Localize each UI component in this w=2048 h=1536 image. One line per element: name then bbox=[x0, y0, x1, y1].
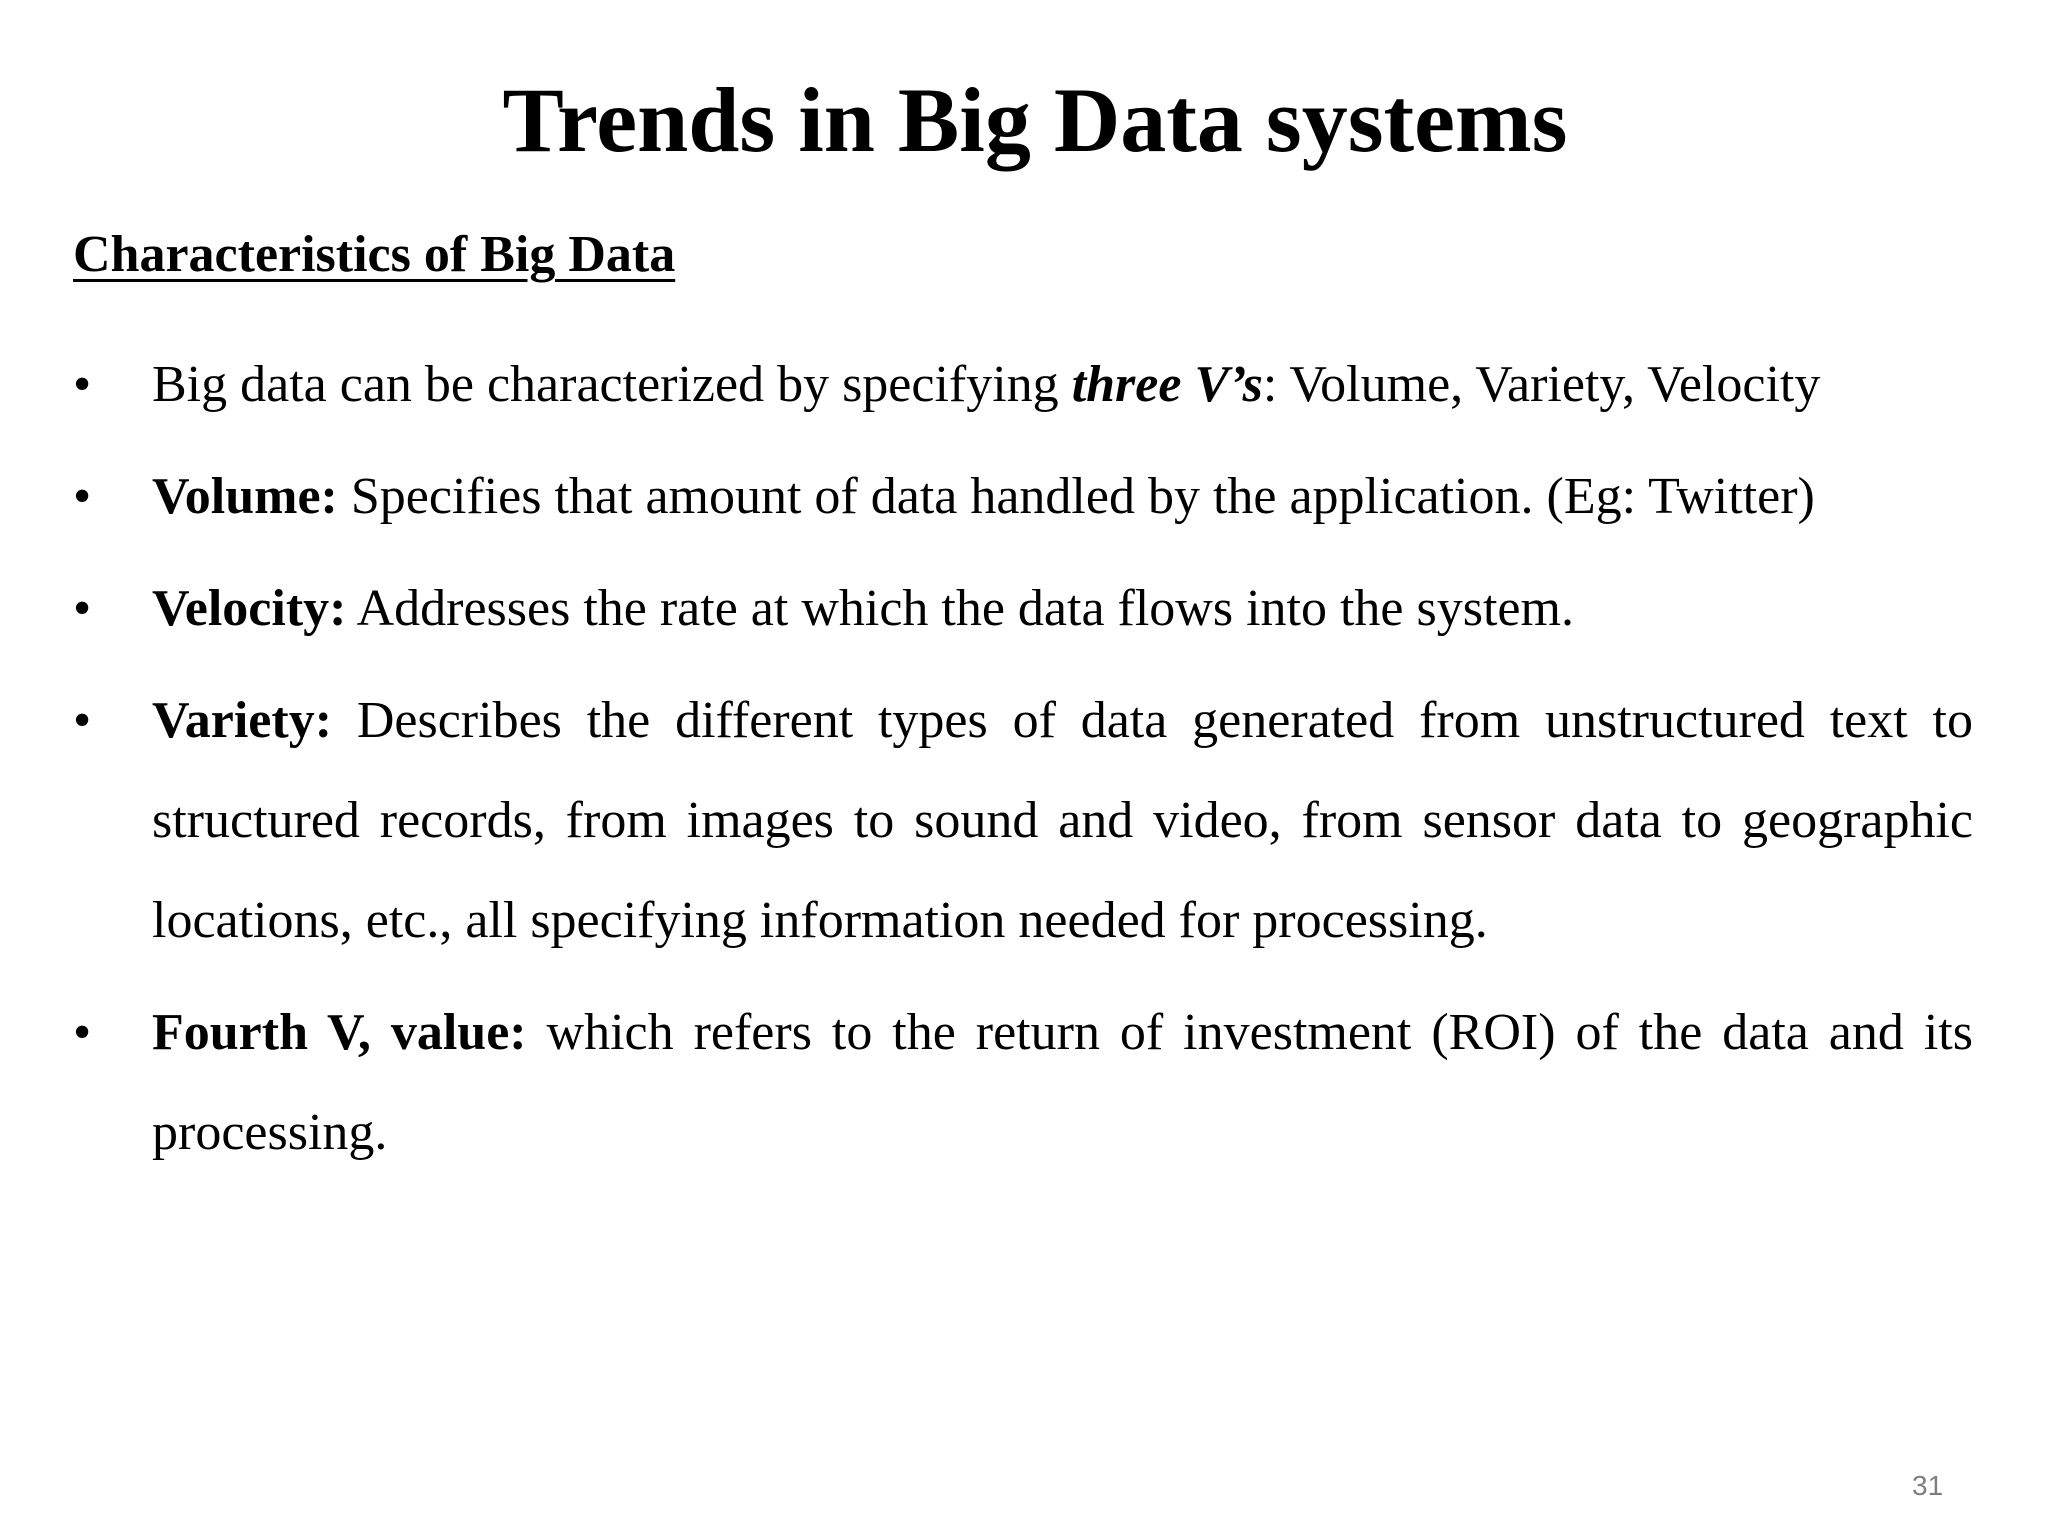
bullet-item-variety bbox=[73, 671, 1973, 971]
bullet-lead: Volume: bbox=[152, 468, 338, 525]
bullet-item-value bbox=[73, 983, 1973, 1183]
bullet-icon: • bbox=[73, 468, 92, 525]
bullet-list bbox=[73, 335, 1973, 1195]
bullet-item-velocity bbox=[73, 559, 1973, 659]
bullet-text: Specifies that amount of data handled by the application. (Eg: Twitter) bbox=[337, 468, 1815, 525]
section-heading: Characteristics of Big Data bbox=[73, 226, 676, 283]
bullet-text: Big data can be characterized by specifying bbox=[152, 356, 1072, 413]
bullet-text: Describes the different types of data generated from unstructured text to structured records, from images to sound and video, from sensor data to geographic locations, etc., all specifying information needed for processing. bbox=[152, 692, 1973, 949]
bullet-lead: Fourth V, value: bbox=[152, 1004, 527, 1061]
bullet-icon: • bbox=[73, 692, 92, 749]
bullet-text: : Volume, Variety, Velocity bbox=[1262, 356, 1821, 413]
bullet-icon: • bbox=[73, 580, 92, 637]
bullet-icon: • bbox=[73, 356, 92, 413]
bullet-emphasis: three V’s bbox=[1071, 356, 1263, 413]
bullet-lead: Velocity: bbox=[152, 580, 347, 637]
slide-title: Trends in Big Data systems bbox=[502, 69, 1568, 171]
bullet-lead: Variety: bbox=[152, 692, 333, 749]
bullet-item-volume bbox=[73, 447, 1973, 547]
bullet-icon: • bbox=[73, 1004, 92, 1061]
page-number: 31 bbox=[1912, 1470, 1944, 1501]
bullet-item-three-vs bbox=[73, 335, 1973, 435]
bullet-text: Addresses the rate at which the data flows into the system. bbox=[346, 580, 1574, 637]
bullet-text: which refers to the return of investment (ROI) of the data and its processing. bbox=[152, 1004, 1973, 1161]
